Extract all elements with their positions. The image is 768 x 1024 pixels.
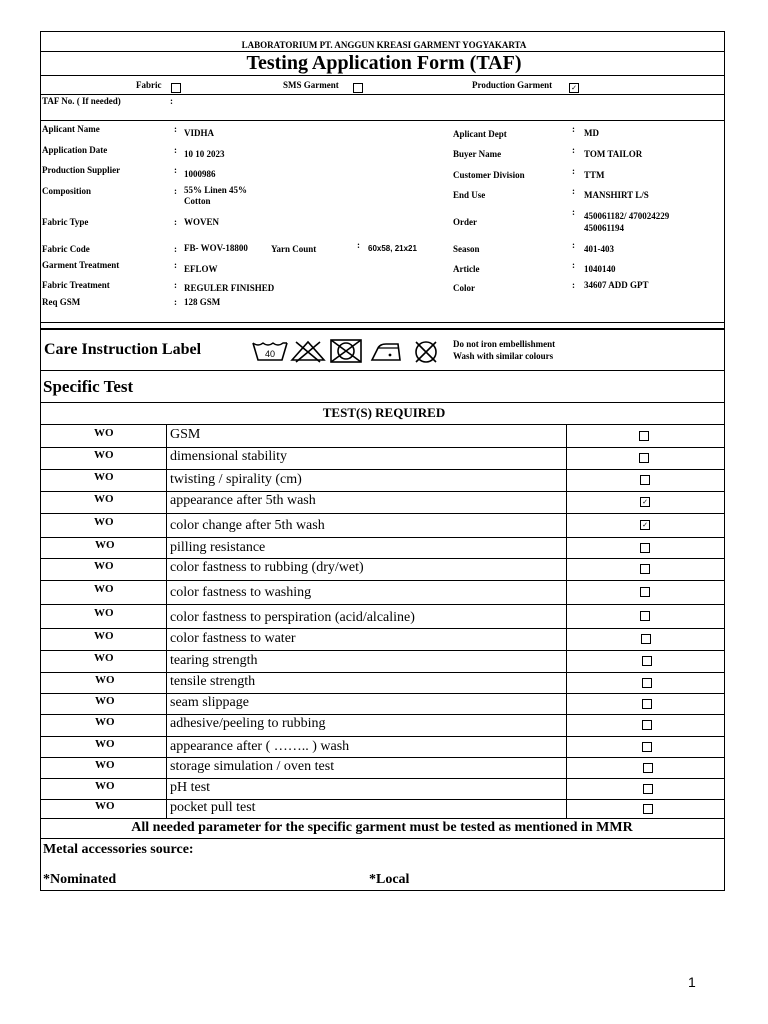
req-gsm-value: 128 GSM [184, 297, 221, 307]
applicant-dept-label: Aplicant Dept [453, 129, 507, 139]
test-name: seam slippage [170, 694, 249, 710]
test-name: appearance after 5th wash [170, 493, 316, 508]
no-tumble-dry-icon [328, 338, 364, 364]
test-checkbox[interactable] [641, 634, 651, 644]
text: : [174, 297, 177, 307]
nominated-option[interactable]: *Nominated [43, 872, 117, 887]
wash-40-icon [251, 339, 289, 363]
test-name: color fastness to washing [170, 585, 312, 600]
article-value: 1040140 [584, 264, 616, 274]
test-row-divider [40, 628, 724, 629]
production-supplier-value: 1000986 [184, 169, 216, 179]
text: : [572, 186, 575, 196]
test-name: pocket pull test [170, 799, 256, 815]
test-checkbox[interactable] [640, 520, 650, 530]
specific-test-title: Specific Test [43, 377, 134, 396]
sms-garment-checkbox[interactable] [353, 83, 363, 93]
rule [40, 890, 724, 891]
color-value: 34607 ADD GPT [584, 280, 649, 290]
applicant-dept-value: MD [584, 128, 599, 138]
composition-label: Composition [42, 186, 92, 196]
page-title: Testing Application Form (TAF) [246, 52, 522, 74]
no-dry-clean-icon [411, 339, 441, 365]
article-label: Article [453, 264, 480, 274]
rule [40, 322, 724, 323]
taf-no-label: TAF No. ( If needed) [42, 96, 121, 106]
tests-required-header: TEST(S) REQUIRED [322, 405, 446, 420]
test-name: twisting / spirality (cm) [170, 472, 302, 487]
test-code: WO [94, 427, 114, 439]
test-row-divider [40, 447, 724, 448]
mmr-note: All needed parameter for the specific garment must be tested as mentioned in MMR [131, 820, 633, 835]
test-name: tearing strength [170, 653, 258, 668]
test-checkbox[interactable] [639, 453, 649, 463]
end-use-value: MANSHIRT L/S [584, 190, 649, 200]
test-code: WO [94, 560, 114, 572]
garment-treatment-value: EFLOW [184, 264, 218, 274]
test-checkbox[interactable] [643, 804, 653, 814]
applicant-name-value: VIDHA [184, 128, 215, 138]
test-code: WO [94, 652, 114, 664]
frame-right [724, 31, 725, 891]
garment-treatment-label: Garment Treatment [42, 260, 120, 270]
fabric-code-value: FB- WOV-18800 [184, 243, 248, 253]
test-code: WO [95, 799, 115, 812]
season-value: 401-403 [584, 244, 614, 254]
test-name: dimensional stability [170, 449, 288, 464]
test-name: color fastness to rubbing (dry/wet) [170, 560, 364, 575]
text: : [174, 280, 177, 290]
yarn-count-label: Yarn Count [271, 244, 317, 254]
test-row-divider [40, 469, 724, 470]
test-code: WO [94, 583, 114, 595]
test-row-divider [40, 714, 724, 715]
test-row-divider [40, 604, 724, 605]
fabric-treatment-value: REGULER FINISHED [184, 283, 275, 293]
test-row-divider [40, 491, 724, 492]
composition-value: 55% Linen 45% [184, 185, 248, 195]
test-name: pH test [170, 779, 211, 795]
test-checkbox[interactable] [642, 699, 652, 709]
buyer-name-label: Buyer Name [453, 149, 502, 159]
frame-left [40, 31, 41, 891]
text: : [174, 217, 177, 227]
req-gsm-label: Req GSM [42, 297, 81, 307]
rule [40, 75, 724, 76]
text: : [572, 280, 575, 290]
test-code: WO [95, 737, 115, 750]
test-row-divider [40, 558, 724, 559]
care-note-2: Wash with similar colours [453, 351, 554, 361]
rule [40, 402, 724, 403]
test-checkbox[interactable] [639, 431, 649, 441]
production-garment-label: Production Garment [472, 80, 553, 90]
test-row-divider [40, 580, 724, 581]
season-label: Season [453, 244, 480, 254]
text: : [572, 166, 575, 176]
page-number: 1 [688, 974, 696, 990]
frame-top [40, 31, 724, 32]
test-code: WO [95, 673, 115, 686]
test-row-divider [40, 778, 724, 779]
rule [40, 94, 724, 95]
production-garment-checkbox[interactable] [569, 83, 579, 93]
test-name: tensile strength [170, 673, 256, 689]
test-checkbox[interactable] [642, 656, 652, 666]
test-code: WO [95, 694, 115, 707]
test-checkbox[interactable] [643, 763, 653, 773]
text: : [174, 165, 177, 175]
text: : [572, 207, 575, 217]
test-checkbox[interactable] [643, 784, 653, 794]
care-note-1: Do not iron embellishment [453, 339, 556, 349]
test-code: WO [95, 779, 115, 792]
fabric-type-label: Fabric Type [42, 217, 89, 227]
test-checkbox[interactable] [640, 543, 650, 553]
test-checkbox[interactable] [640, 587, 650, 597]
test-checkbox[interactable] [642, 742, 652, 752]
text: : [174, 186, 177, 196]
fabric-treatment-label: Fabric Treatment [42, 280, 110, 290]
text: : [572, 240, 575, 250]
rule [40, 424, 724, 425]
test-name: storage simulation / oven test [170, 758, 335, 774]
test-name: adhesive/peeling to rubbing [170, 716, 326, 731]
test-name: color change after 5th wash [170, 518, 325, 533]
no-bleach-icon [290, 339, 326, 363]
application-date-value: 10 10 2023 [184, 149, 225, 159]
test-code: WO [94, 630, 114, 642]
yarn-count-value: 60x58, 21x21 [368, 244, 417, 253]
test-checkbox[interactable] [640, 611, 650, 621]
taf-no-colon: : [170, 96, 173, 106]
rule [40, 328, 724, 330]
text: : [572, 124, 575, 134]
customer-division-label: Customer Division [453, 170, 525, 180]
rule [40, 370, 724, 371]
test-name: GSM [170, 427, 201, 442]
test-code: WO [94, 471, 114, 483]
local-option[interactable]: *Local [369, 872, 410, 887]
care-label-title: Care Instruction Label [44, 341, 202, 358]
rule [40, 818, 724, 819]
sms-garment-label: SMS Garment [283, 80, 339, 90]
test-row-divider [40, 736, 724, 737]
buyer-name-value: TOM TAILOR [584, 149, 643, 159]
color-label: Color [453, 283, 475, 293]
test-checkbox[interactable] [642, 678, 652, 688]
order-value: 450061182/ 470024229 [584, 211, 670, 221]
test-checkbox[interactable] [640, 497, 650, 507]
test-checkbox[interactable] [640, 475, 650, 485]
test-name: color fastness to perspiration (acid/alcaline) [170, 610, 415, 625]
text: : [174, 124, 177, 134]
test-row-divider [40, 799, 724, 800]
test-name: color fastness to water [170, 631, 296, 646]
rule [40, 120, 724, 121]
fabric-code-label: Fabric Code [42, 244, 90, 254]
test-code: WO [94, 516, 114, 528]
iron-low-icon [368, 340, 408, 364]
applicant-name-label: Aplicant Name [42, 124, 100, 134]
test-row-divider [40, 693, 724, 694]
svg-text:40: 40 [264, 349, 276, 359]
test-row-divider [40, 537, 724, 538]
test-row-divider [40, 513, 724, 514]
text: : [572, 260, 575, 270]
test-code: WO [94, 493, 114, 505]
test-name: appearance after ( …….. ) wash [170, 738, 350, 754]
composition-value-2: Cotton [184, 196, 211, 206]
order-label: Order [453, 217, 477, 227]
rule [166, 424, 167, 818]
rule [40, 838, 724, 839]
test-code: WO [94, 607, 114, 619]
rule [566, 424, 567, 818]
production-supplier-label: Production Supplier [42, 165, 121, 175]
metal-accessories-label: Metal accessories source: [43, 842, 194, 857]
test-code: WO [94, 449, 114, 461]
fabric-type-value: WOVEN [184, 217, 220, 227]
test-row-divider [40, 672, 724, 673]
customer-division-value: TTM [584, 170, 605, 180]
test-code: WO [95, 716, 115, 728]
test-checkbox[interactable] [640, 564, 650, 574]
fabric-label: Fabric [136, 80, 162, 90]
text: : [174, 145, 177, 155]
text: : [572, 145, 575, 155]
test-row-divider [40, 650, 724, 651]
lab-name: LABORATORIUM PT. ANGGUN KREASI GARMENT YOGYAKARTA [241, 40, 527, 50]
order-value-2: 450061194 [584, 223, 625, 233]
fabric-checkbox[interactable] [171, 83, 181, 93]
text: : [357, 240, 360, 250]
test-checkbox[interactable] [642, 720, 652, 730]
text: : [174, 244, 177, 254]
test-code: WO [95, 758, 115, 771]
test-row-divider [40, 757, 724, 758]
end-use-label: End Use [453, 190, 486, 200]
application-date-label: Application Date [42, 145, 108, 155]
test-code: WO [95, 538, 115, 551]
text: : [174, 260, 177, 270]
test-name: pilling resistance [170, 539, 266, 555]
